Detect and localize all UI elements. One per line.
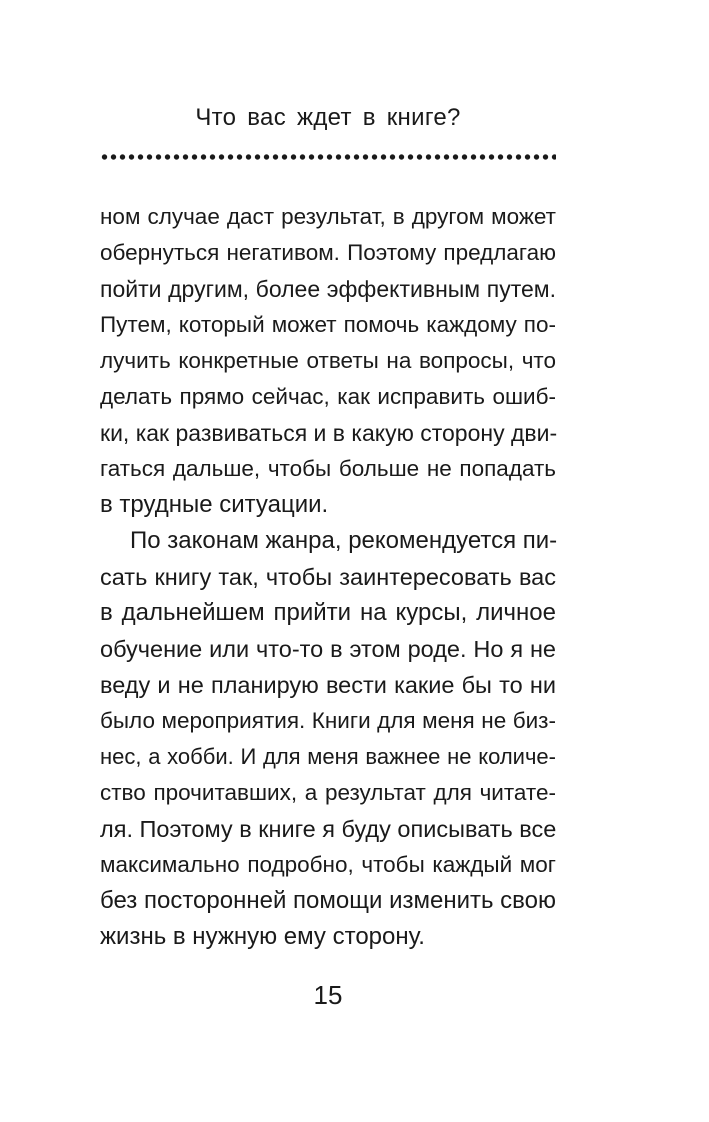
text-line: По законам жанра, рекомендуется пи-: [130, 527, 558, 554]
dotted-divider: [100, 152, 556, 162]
text-line: без посторонней помощи изменить свою: [100, 887, 556, 914]
text-line: пойти другим, более эффективным путем.: [100, 276, 556, 302]
text-line: ля. Поэтому в книге я буду описывать все: [100, 816, 557, 842]
text-line: обернуться негативом. Поэтому предлагаю: [100, 240, 556, 265]
text-line: жизнь в нужную ему сторону.: [100, 923, 425, 950]
text-line: ки, как развиваться и в какую сторону дви-: [100, 420, 558, 446]
text-line: ство прочитавших, а результат для читате-: [100, 780, 556, 805]
text-line: делать прямо сейчас, как исправить ошиб-: [100, 384, 556, 409]
text-line: в трудные ситуации.: [100, 491, 329, 518]
text-line: обучение или что-то в этом роде. Но я не: [100, 636, 556, 662]
text-line: ном случае даст результат, в другом может: [100, 204, 556, 229]
running-header: Что вас ждет в книге?: [195, 104, 461, 131]
body-text: [100, 199, 556, 955]
text-line: веду и не планирую вести какие бы то ни: [100, 672, 556, 698]
text-line: максимально подробно, чтобы каждый мог: [100, 852, 556, 877]
text-line: гаться дальше, чтобы больше не попадать: [100, 456, 556, 481]
text-line: в дальнейшем прийти на курсы, личное: [100, 599, 556, 626]
page-number: 15: [313, 980, 343, 1010]
text-line: было мероприятия. Книги для меня не биз-: [100, 708, 556, 733]
text-line: Путем, который может помочь каждому по-: [100, 312, 556, 337]
text-line: сать книгу так, чтобы заинтересовать вас: [100, 564, 556, 590]
text-line: нес, а хобби. И для меня важнее не количе-: [100, 744, 556, 769]
text-line: лучить конкретные ответы на вопросы, что: [100, 348, 556, 373]
